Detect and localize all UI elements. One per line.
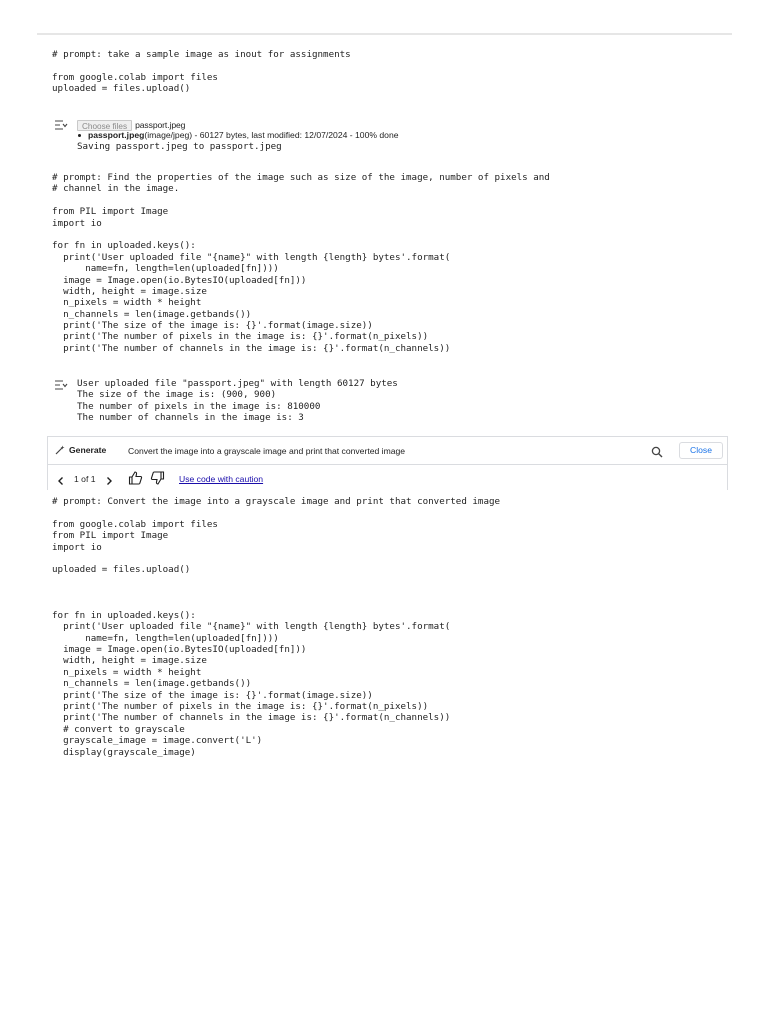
code-line: print('The number of pixels in the image is: {}'.format(n_pixels)) [52, 331, 429, 343]
code-line: n_channels = len(image.getbands()) [52, 678, 252, 690]
output-toggle-icon[interactable] [54, 379, 68, 391]
list-bullet [78, 134, 81, 137]
generate-panel [47, 436, 728, 490]
use-code-with-caution-link[interactable]: Use code with caution [179, 474, 264, 484]
chosen-file-name: passport.jpeg [135, 120, 186, 130]
code-line: from google.colab import files [52, 71, 218, 83]
result-page-count: 1 of 1 [74, 474, 96, 484]
code-line: image = Image.open(io.BytesIO(uploaded[fn])) [52, 274, 307, 286]
code-line: n_pixels = width * height [52, 297, 202, 309]
code-line [52, 576, 500, 587]
code-line [52, 195, 550, 206]
code-line: for fn in uploaded.keys(): [52, 240, 196, 252]
code-line: from PIL import Image [52, 206, 169, 218]
code-line: n_pixels = width * height [52, 666, 202, 678]
code-line: print('The number of pixels in the image is: {}'.format(n_pixels)) [52, 701, 429, 713]
code-line: for fn in uploaded.keys(): [52, 609, 196, 621]
code-line: name=fn, length=len(uploaded[fn]))) [52, 263, 279, 275]
upload-status [77, 130, 399, 141]
output-text-2 [77, 378, 398, 424]
code-line [52, 553, 500, 564]
code-line [52, 60, 351, 71]
code-line: print('The size of the image is: {}'.format(image.size)) [52, 689, 373, 701]
code-line: # prompt: Convert the image into a grayscale image and print that converted image [52, 496, 501, 507]
code-line: import io [52, 217, 102, 229]
code-line: name=fn, length=len(uploaded[fn]))) [52, 632, 279, 644]
code-line [52, 587, 500, 598]
code-line: from PIL import Image [52, 530, 169, 542]
code-line: # channel in the image. [52, 183, 180, 195]
choose-files-button[interactable]: Choose files [77, 120, 132, 131]
code-line: n_channels = len(image.getbands()) [52, 308, 252, 320]
wand-icon [55, 445, 65, 455]
code-line: uploaded = files.upload() [52, 83, 191, 95]
chevron-left-icon[interactable] [56, 473, 66, 483]
code-line: import io [52, 541, 102, 553]
code-line: display(grayscale_image) [52, 746, 196, 758]
thumbs-down-icon[interactable] [150, 471, 165, 485]
code-line: width, height = image.size [52, 285, 207, 297]
code-line: image = Image.open(io.BytesIO(uploaded[fn])) [52, 644, 307, 656]
output-toggle-icon[interactable] [54, 119, 68, 131]
search-icon[interactable] [651, 445, 663, 457]
code-line: print('The number of channels in the image is: {}'.format(n_channels)) [52, 342, 451, 354]
code-line: # convert to grayscale [52, 723, 185, 735]
generate-toolbar [48, 437, 727, 465]
generate-footer [48, 465, 727, 491]
chevron-right-icon[interactable] [104, 473, 114, 483]
code-line [52, 507, 500, 518]
output-line: The number of pixels in the image is: 810000 [77, 400, 321, 412]
code-line: print('The number of channels in the image is: {}'.format(n_channels)) [52, 712, 451, 724]
code-line: grayscale_image = image.convert('L') [52, 735, 263, 747]
top-divider [37, 33, 732, 35]
code-line: print('User uploaded file "{name}" with length {length} bytes'.format( [52, 251, 451, 263]
code-line [52, 599, 500, 610]
code-line: from google.colab import files [52, 518, 218, 530]
generate-label-text: Generate [69, 445, 107, 455]
code-line: print('User uploaded file "{name}" with length {length} bytes'.format( [52, 621, 451, 633]
output-line: User uploaded file "passport.jpeg" with length 60127 bytes [77, 378, 398, 389]
code-line: width, height = image.size [52, 655, 207, 667]
code-cell-3[interactable] [52, 496, 500, 758]
generate-prompt-input[interactable] [124, 442, 677, 459]
code-line: # prompt: take a sample image as inout for assignments [52, 49, 351, 60]
code-line [52, 229, 550, 240]
code-cell-1[interactable] [52, 49, 351, 95]
code-cell-2[interactable] [52, 172, 550, 354]
close-button[interactable]: Close [679, 442, 723, 459]
code-line: print('The size of the image is: {}'.format(image.size)) [52, 320, 373, 332]
thumbs-up-icon[interactable] [128, 471, 143, 485]
generate-label [55, 445, 106, 455]
output-line: The size of the image is: (900, 900) [77, 389, 277, 401]
uploaded-file-name: passport.jpeg [88, 130, 145, 140]
output-line: Saving passport.jpeg to passport.jpeg [77, 141, 282, 152]
output-text-1 [77, 141, 282, 152]
code-line: uploaded = files.upload() [52, 564, 191, 576]
output-line: The number of channels in the image is: 3 [77, 412, 304, 424]
uploaded-file-details: (image/jpeg) - 60127 bytes, last modified: 12/07/2024 - 100% done [144, 130, 399, 140]
code-line: # prompt: Find the properties of the image such as size of the image, number of pixels and [52, 172, 550, 183]
